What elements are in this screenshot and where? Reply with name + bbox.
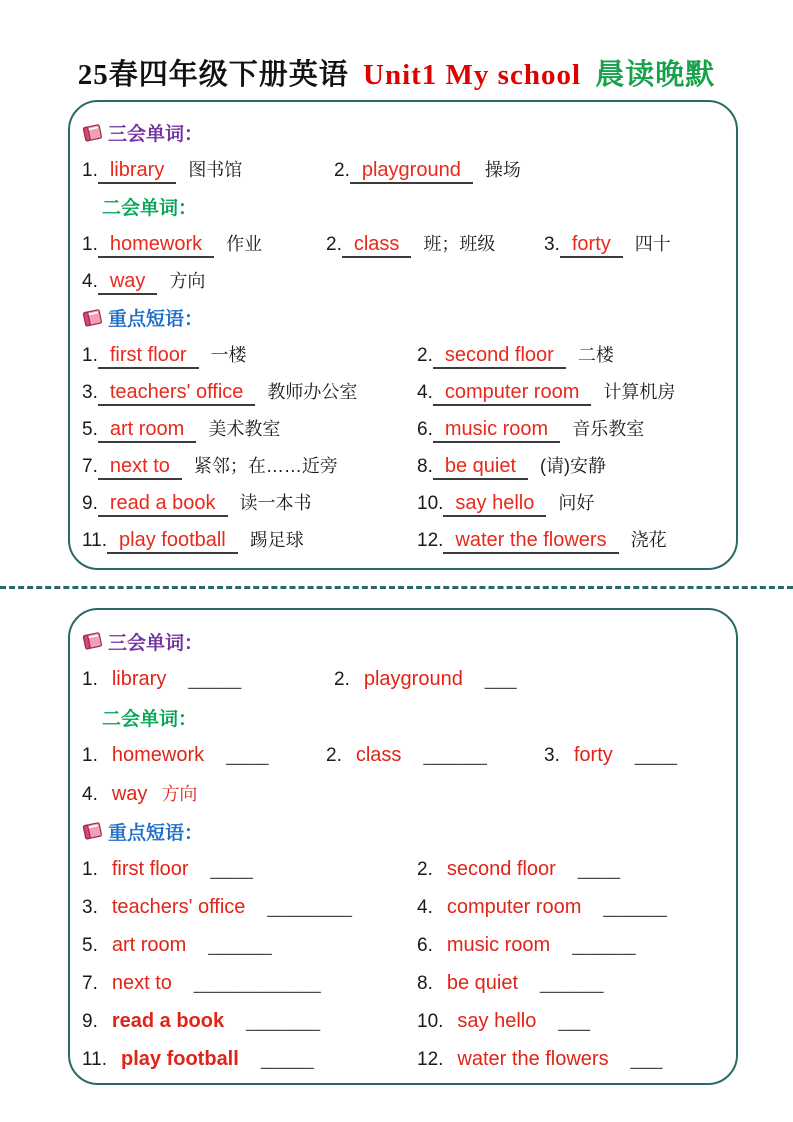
answer-blank: ______ [603, 896, 667, 918]
section-label: 重点短语： [108, 822, 204, 844]
chinese-translation: 方向 [161, 784, 198, 804]
word-item [82, 668, 334, 691]
item-number: 3. [544, 744, 560, 766]
phrase-item [82, 526, 417, 554]
answer-blank: ____ [634, 744, 678, 766]
chinese-translation: 图书馆 [188, 159, 243, 180]
word-row [82, 262, 726, 299]
word-item [82, 230, 326, 258]
title-course: 25春四年级下册英语 [77, 59, 349, 91]
item-number: 8. [417, 972, 433, 994]
practice-phrase: say hello [457, 1009, 537, 1032]
word-item [334, 156, 521, 184]
answer-blank: ______ [423, 744, 487, 766]
answer-word: forty [560, 233, 623, 258]
word-item [326, 744, 544, 767]
section-label: 二会单词： [102, 198, 198, 219]
item-number: 6. [417, 418, 433, 440]
book-icon [82, 123, 104, 143]
word-item [82, 267, 205, 295]
answer-blank: ____ [210, 858, 253, 880]
phrase-item [82, 341, 417, 369]
phrase-item [417, 858, 620, 881]
practice-phrase: teachers' office [111, 895, 246, 918]
answer-blank: ______ [208, 934, 272, 956]
chinese-translation: 计算机房 [603, 381, 676, 402]
section-header-phrases [82, 299, 726, 336]
chinese-translation: 方向 [169, 270, 206, 291]
item-number: 5. [82, 934, 98, 956]
word-row [82, 774, 726, 812]
practice-phrase: water the flowers [457, 1047, 609, 1070]
chinese-translation: 踢足球 [249, 529, 304, 550]
item-number: 5. [82, 418, 98, 440]
phrase-item [417, 415, 644, 443]
section-label: 二会单词： [102, 708, 198, 730]
chinese-translation: 班；班级 [423, 233, 496, 254]
item-number: 7. [82, 455, 98, 477]
item-number: 3. [82, 381, 98, 403]
phrase-row [82, 888, 726, 926]
item-number: 2. [417, 344, 433, 366]
word-row [82, 151, 726, 188]
answer-phrase: first floor [98, 344, 199, 369]
answer-phrase: say hello [443, 492, 546, 517]
item-number: 4. [417, 896, 433, 918]
section-header-two-words [102, 698, 726, 736]
chinese-translation: 美术教室 [208, 418, 281, 439]
answer-phrase: teachers' office [98, 381, 256, 406]
section-header-phrases [82, 812, 726, 850]
answer-phrase: read a book [98, 492, 228, 517]
phrase-item [82, 452, 417, 480]
item-number: 12. [417, 1048, 444, 1070]
practice-word: forty [573, 743, 613, 766]
item-number: 4. [82, 784, 98, 805]
chinese-translation: 读一本书 [239, 492, 312, 513]
answer-blank: _____ [260, 1048, 314, 1070]
answer-word: playground [350, 159, 473, 184]
practice-phrase: art room [111, 933, 187, 956]
phrase-row [82, 521, 726, 558]
phrase-item [82, 489, 417, 517]
item-number: 1. [82, 159, 98, 181]
phrase-row [82, 484, 726, 521]
answer-phrase: be quiet [433, 455, 528, 480]
item-number: 4. [417, 381, 433, 403]
chinese-translation: 二楼 [577, 344, 614, 365]
answer-blank: ______ [540, 972, 604, 994]
item-number: 9. [82, 1010, 98, 1032]
answer-phrase: music room [433, 418, 560, 443]
section-label: 三会单词： [108, 124, 204, 145]
word-item [334, 668, 517, 691]
practice-phrase: read a book [111, 1009, 225, 1032]
answer-blank: _____ [188, 668, 242, 690]
book-icon [82, 308, 104, 328]
section-label: 三会单词： [108, 632, 204, 654]
chinese-translation: 一楼 [210, 344, 247, 365]
item-number: 1. [82, 344, 98, 366]
word-item [82, 744, 326, 767]
answer-blank: ________ [267, 896, 352, 918]
phrase-item [417, 934, 636, 957]
phrase-item [82, 896, 417, 919]
answer-phrase: play football [107, 529, 238, 554]
answer-phrase: art room [98, 418, 196, 443]
phrase-item [417, 489, 594, 517]
phrase-item [82, 972, 417, 995]
chinese-translation: 四十 [634, 233, 671, 254]
title-activity: 晨读晚默 [595, 59, 716, 91]
phrase-row [82, 1002, 726, 1040]
answer-blank: ____________ [193, 972, 321, 994]
word-row [82, 660, 726, 698]
chinese-translation: 浇花 [630, 529, 667, 550]
phrase-item [417, 341, 614, 369]
phrase-row [82, 964, 726, 1002]
phrase-item [82, 934, 417, 957]
phrase-item [417, 1010, 590, 1033]
item-number: 2. [334, 159, 350, 181]
chinese-translation: 教师办公室 [267, 381, 358, 402]
phrase-row [82, 447, 726, 484]
title-unit: Unit1 My school [363, 59, 581, 91]
chinese-translation: 紧邻；在……近旁 [193, 455, 338, 476]
answer-phrase: next to [98, 455, 182, 480]
item-number: 4. [82, 270, 98, 292]
answer-word: class [342, 233, 412, 258]
word-item [544, 230, 671, 258]
chinese-translation: 音乐教室 [572, 418, 645, 439]
answer-blank: ____ [226, 744, 269, 766]
item-number: 7. [82, 972, 98, 994]
answer-blank: ____ [577, 858, 621, 880]
phrase-item [417, 896, 667, 919]
phrase-item [417, 526, 667, 554]
practice-phrase: first floor [111, 857, 189, 880]
word-item [82, 780, 197, 806]
answer-phrase: computer room [433, 381, 592, 406]
word-row [82, 225, 726, 262]
phrase-row [82, 926, 726, 964]
section-header-three-words [82, 622, 726, 660]
item-number: 1. [82, 744, 98, 766]
practice-phrase: next to [111, 971, 172, 994]
word-item [326, 230, 544, 258]
item-number: 10. [417, 1010, 444, 1032]
phrase-item [82, 378, 417, 406]
answer-blank: _______ [246, 1010, 321, 1032]
practice-word: class [355, 743, 402, 766]
answered-panel [68, 100, 738, 570]
item-number: 2. [334, 668, 350, 690]
section-label: 重点短语： [108, 309, 204, 330]
book-icon [82, 631, 104, 651]
practice-panel [68, 608, 738, 1085]
phrase-row [82, 1040, 726, 1078]
chinese-translation: 作业 [226, 233, 263, 254]
practice-word: homework [111, 743, 205, 766]
chinese-translation: 问好 [558, 492, 595, 513]
item-number: 10. [417, 492, 444, 514]
item-number: 9. [82, 492, 98, 514]
item-number: 2. [417, 858, 433, 880]
phrase-item [82, 858, 417, 881]
phrase-item [82, 1048, 417, 1071]
word-item [544, 744, 677, 767]
answer-phrase: water the flowers [443, 529, 618, 554]
phrase-item [417, 972, 603, 995]
phrase-item [417, 1048, 662, 1071]
item-number: 11. [82, 1048, 108, 1070]
word-item [82, 156, 334, 184]
phrase-row [82, 373, 726, 410]
item-number: 6. [417, 934, 433, 956]
phrase-row [82, 336, 726, 373]
item-number: 1. [82, 668, 98, 690]
item-number: 8. [417, 455, 433, 477]
practice-phrase: be quiet [446, 971, 519, 994]
item-number: 1. [82, 858, 98, 880]
word-row [82, 736, 726, 774]
page-title [0, 52, 793, 93]
section-header-three-words [82, 114, 726, 151]
dashed-separator [0, 586, 793, 589]
answer-word: homework [98, 233, 214, 258]
answer-blank: ___ [630, 1048, 663, 1070]
section-header-two-words [102, 188, 726, 225]
answer-blank: ______ [572, 934, 636, 956]
chinese-translation: 操场 [484, 159, 521, 180]
phrase-item [82, 415, 417, 443]
book-icon [82, 821, 104, 841]
practice-word: playground [363, 667, 463, 690]
phrase-item [417, 378, 675, 406]
item-number: 2. [326, 233, 342, 255]
answer-word: way [98, 270, 158, 295]
item-number: 3. [544, 233, 560, 255]
practice-phrase: music room [446, 933, 551, 956]
practice-word: library [111, 667, 167, 690]
practice-phrase: second floor [446, 857, 556, 880]
item-number: 11. [82, 529, 108, 551]
answer-blank: ___ [484, 668, 517, 690]
item-number: 2. [326, 744, 342, 766]
phrase-item [82, 1010, 417, 1033]
chinese-translation: (请)安静 [540, 455, 607, 476]
phrase-row [82, 850, 726, 888]
item-number: 3. [82, 896, 98, 918]
answer-phrase: second floor [433, 344, 566, 369]
phrase-item [417, 452, 606, 480]
answer-word: library [98, 159, 176, 184]
item-number: 1. [82, 233, 98, 255]
practice-phrase: play football [121, 1047, 239, 1070]
answer-blank: ___ [558, 1010, 591, 1032]
item-number: 12. [417, 529, 444, 551]
practice-word: way [111, 783, 148, 805]
practice-phrase: computer room [446, 895, 582, 918]
phrase-row [82, 410, 726, 447]
